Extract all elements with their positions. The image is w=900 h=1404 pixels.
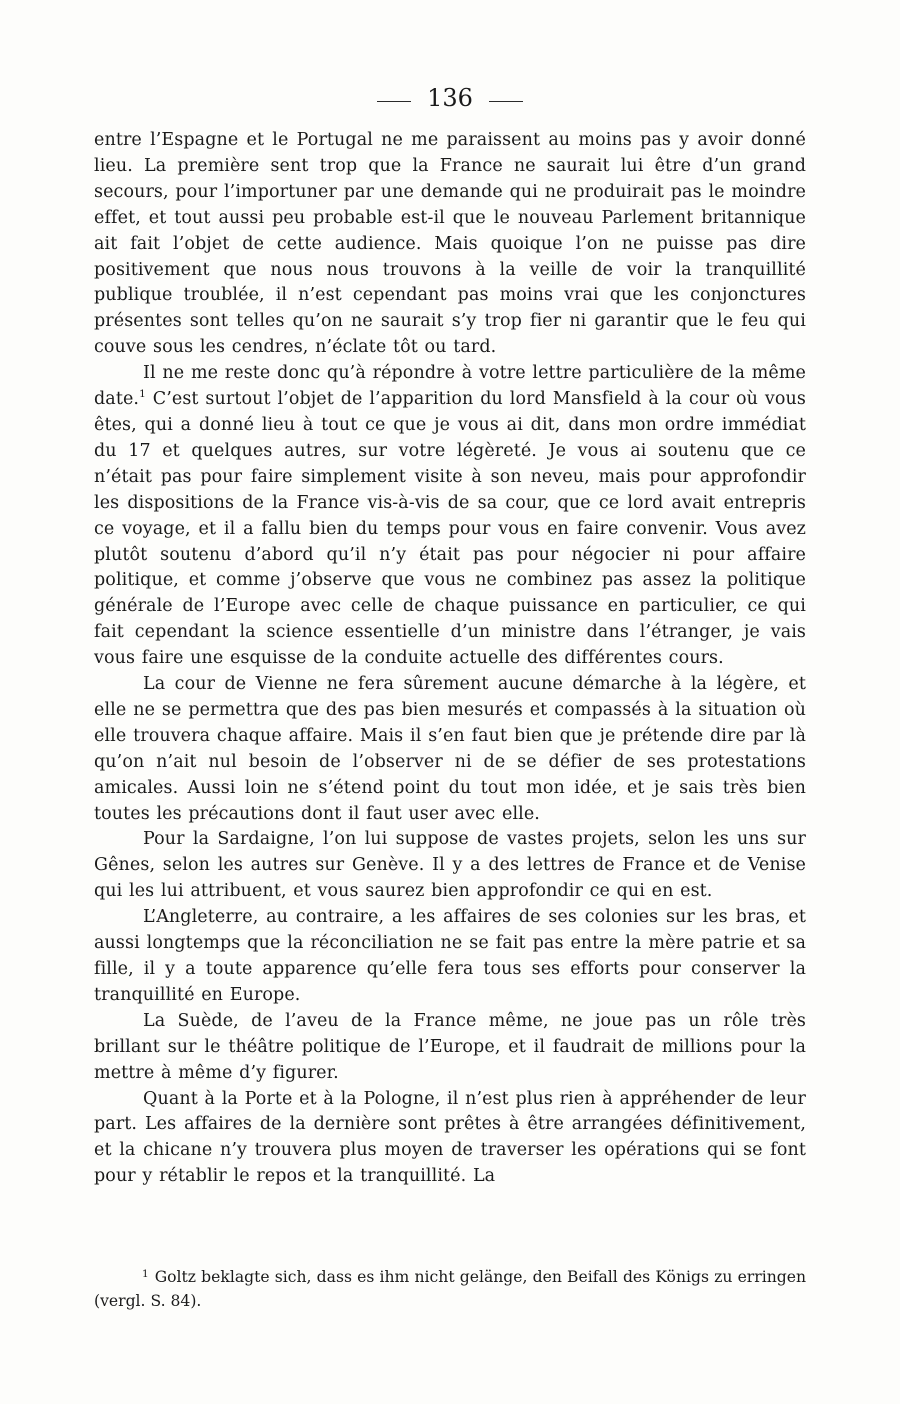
paragraph-text: La Suède, de l’aveu de la France même, ne joue pas un rôle très brillant sur le théâtre politique de l’Europe, et il faudrait de millions pour la mettre à même d’y figurer. — [94, 1010, 806, 1083]
footnote-reference: 1 — [139, 388, 146, 401]
page-number: 136 — [427, 84, 473, 112]
paragraph — [94, 827, 806, 905]
paragraph-text: Pour la Sardaigne, l’on lui suppose de vastes projets, selon les uns sur Gênes, selon les autres sur Genève. Il y a des lettres de France et de Venise qui les lui attribuent, et vous saurez bien approfondir ce qui en est. — [94, 829, 806, 902]
footnote-text: Goltz beklagte sich, dass es ihm nicht gelänge, den Beifall des Königs zu erringen (vergl. S. 84). — [94, 1268, 806, 1310]
paragraph — [94, 128, 806, 361]
paragraph — [94, 672, 806, 827]
paragraph-text: Il ne me reste donc qu’à répondre à votre lettre particulière de la même date. — [94, 363, 806, 410]
footnote-marker: 1 — [142, 1268, 149, 1280]
paragraph-text: Quant à la Porte et à la Pologne, il n’est plus rien à appréhender de leur part. Les affaires de la dernière sont prêtes à être arrangées définitivement, et la chicane n’y trouvera plus moyen de traverser les opérations qui se font pour y rétablir le repos et la tranquillité. La — [94, 1088, 806, 1187]
header-rule-left — [377, 101, 411, 102]
page-header — [0, 82, 900, 114]
paragraph — [94, 1087, 806, 1191]
paragraph-text: La cour de Vienne ne fera sûrement aucune démarche à la légère, et elle ne se permettra que des pas bien mesurés et compassés à la situation où elle trouvera chaque affaire. Mais il s’en faut bien que je prétende dire par là qu’on n’ait nul besoin de l’observer ni de se défier de ses protestations amicales. Aussi loin ne s’étend point du tout mon idée, et je sais très bien toutes les précautions dont il faut user avec elle. — [94, 674, 806, 824]
footnote — [94, 1262, 806, 1313]
paragraph — [94, 361, 806, 672]
paragraph — [94, 905, 806, 1009]
header-rule-right — [489, 101, 523, 102]
paragraph — [94, 1009, 806, 1087]
paragraph-text-continued: C’est surtout l’objet de l’apparition du lord Mansfield à la cour où vous êtes, qui a donné lieu à tout ce que je vous ai dit, dans mon ordre immédiat du 17 et quelques autres, sur votre légèreté. Je vous ai soutenu que ce n’était pas pour faire simplement visite à son neveu, mais pour approfondir les dispositions de la France vis-à-vis de sa cour, que ce lord avait entrepris ce voyage, et il a fallu bien du temps pour vous en faire convenir. Vous avez plutôt soutenu d’abord qu’il n’y était pas pour négocier ni pour affaire politique, et comme j’observe que vous ne combinez pas assez la politique générale de l’Europe avec celle de chaque puissance en particulier, ce qui fait cependant la science essentielle d’un ministre dans l’étranger, je vais vous faire une esquisse de la conduite actuelle des différentes cours. — [94, 389, 806, 669]
paragraph-text: L’Angleterre, au contraire, a les affaires de ses colonies sur les bras, et aussi longtemps que la réconciliation ne se fait pas entre la mère patrie et sa fille, il y a toute apparence qu’elle fera tous ses efforts pour conserver la tranquillité en Europe. — [94, 907, 806, 1005]
paragraph-text: entre l’Espagne et le Portugal ne me paraissent au moins pas y avoir donné lieu. La première sent trop que la France ne saurait lui être d’un grand secours, pour l’importuner par une demande qui ne produirait pas le moindre effet, et tout aussi peu probable est-il que le nouveau Parlement britannique ait fait l’objet de cette audience. Mais quoique l’on ne puisse pas dire positivement que nous nous trouvons à la veille de voir la tranquillité publique troublée, il n’est cependant pas moins vrai que les conjonctures présentes sont telles qu’on ne saurait s’y trop fier ni garantir que le feu qui couve sous les cendres, n’éclate tôt ou tard. — [94, 130, 806, 358]
body-text — [94, 128, 806, 1190]
